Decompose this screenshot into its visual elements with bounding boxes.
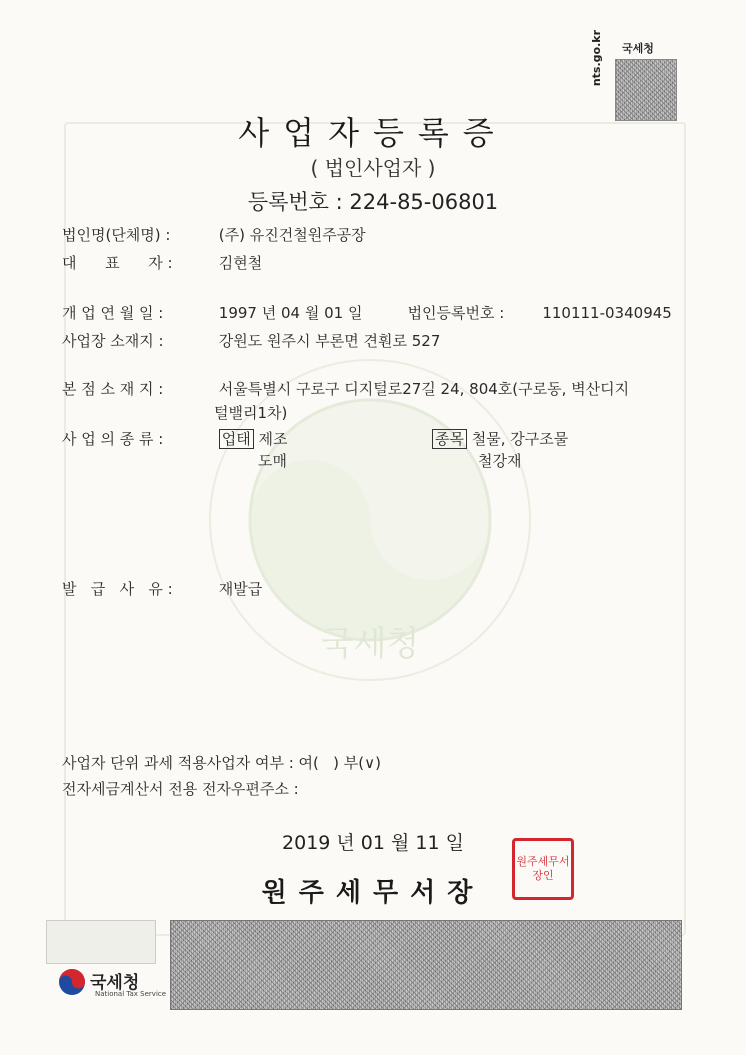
corp-reg-value: 110111-0340945 <box>542 304 672 322</box>
nts-taeguk-icon <box>58 968 86 996</box>
open-date-value: 1997 년 04 월 01 일 <box>218 304 363 322</box>
e-invoice-row: 전자세금계산서 전용 전자우편주소 : <box>62 780 299 798</box>
representative-label: 대 표 자 : <box>62 254 173 272</box>
issue-reason-row <box>62 578 262 599</box>
item-1: 철물, 강구조물 <box>471 430 569 448</box>
corp-name-label: 법인명(단체명) : <box>62 226 171 244</box>
hq-address-line1: 서울특별시 구로구 디지털로27길 24, 804호(구로동, 벽산디지 <box>218 380 630 398</box>
business-address-value: 강원도 원주시 부론면 견훤로 527 <box>218 332 441 350</box>
representative-row <box>62 252 262 273</box>
nts-logo-subtitle: National Tax Service <box>95 990 167 998</box>
official-seal: 원주세무서장인 <box>512 838 574 900</box>
document-subtitle: ( 법인사업자 ) <box>310 156 436 180</box>
nts-top-label: 국세청 <box>622 42 654 55</box>
issue-reason-value: 재발급 <box>218 580 263 598</box>
security-pattern-image <box>170 920 682 1010</box>
hq-address-line2: 털밸리1차) <box>214 404 288 422</box>
corp-name-value: (주) 유진건철원주공장 <box>218 226 366 244</box>
hq-address-label: 본 점 소 재 지 : <box>62 380 164 398</box>
business-type-label: 사 업 의 종 류 : <box>62 430 164 448</box>
registration-number-label: 등록번호 : <box>247 190 343 214</box>
representative-value: 김현철 <box>218 254 263 272</box>
nts-url-text: nts.go.kr <box>590 30 603 87</box>
corp-name-row <box>62 224 366 245</box>
corp-reg-label: 법인등록번호 : <box>407 304 505 322</box>
stamp-area <box>46 920 156 964</box>
business-kind-2: 도매 <box>258 452 287 470</box>
business-kind-tag: 업태 <box>219 429 254 449</box>
hq-address-row <box>62 378 629 399</box>
tax-office-name: 원주세무서장 <box>261 878 485 908</box>
issue-reason-label: 발 급 사 유 : <box>62 580 173 598</box>
registration-number: 224-85-06801 <box>349 190 499 214</box>
business-address-row <box>62 330 440 351</box>
watermark-label: 국세청 <box>320 624 420 664</box>
business-address-label: 사업장 소재지 : <box>62 332 164 350</box>
item-row <box>432 428 568 449</box>
issue-date: 2019 년 01 월 11 일 <box>282 832 464 854</box>
nts-logo-text: 국세청 <box>90 973 140 993</box>
unit-tax-row: 사업자 단위 과세 적용사업자 여부 : 여( ) 부(∨) <box>62 754 381 772</box>
open-date-label: 개 업 연 월 일 : <box>62 304 164 322</box>
business-kind-1: 제조 <box>258 430 288 448</box>
document-title: 사업자등록증 <box>238 114 508 152</box>
business-type-row <box>62 428 288 449</box>
item-tag: 종목 <box>432 429 467 449</box>
registration-number-row <box>0 186 746 216</box>
open-date-row <box>62 302 672 323</box>
item-2: 철강재 <box>478 452 522 470</box>
